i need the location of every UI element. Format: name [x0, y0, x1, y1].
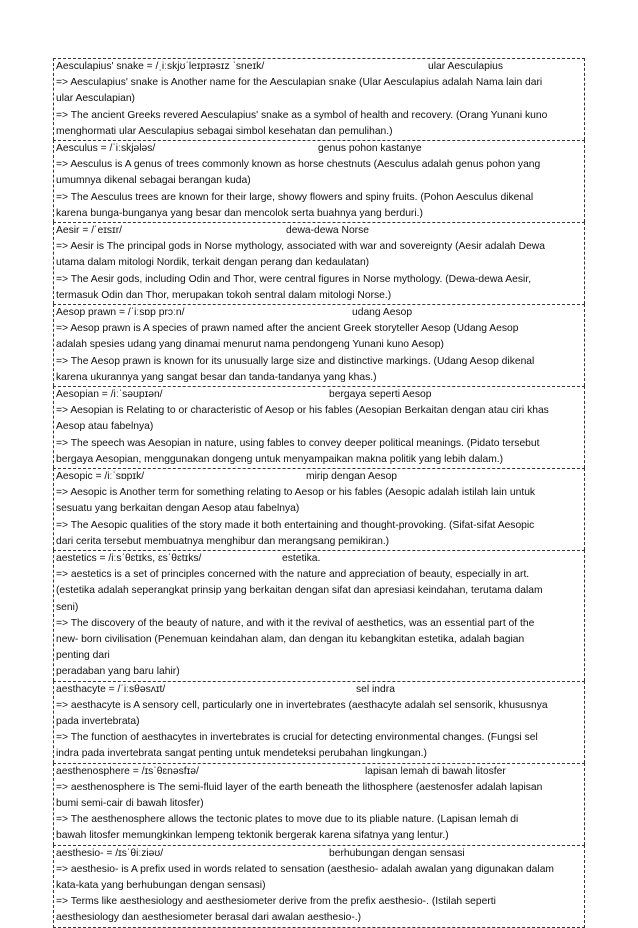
entry-line: => The Aesir gods, including Odin and Thor, were central figures in Norse mythology. (Dewa-dewa Aesir, [56, 273, 532, 285]
entry-translation: dewa-dewa Norse [286, 225, 369, 236]
entry-term: Aesculus = /ˈiːskjələs/ [56, 143, 156, 154]
entry-head [56, 551, 582, 567]
entry-line: => Aesopic is Another term for something relating to Aesop or his fables (Aesopic adalah istilah lain untuk [56, 487, 536, 499]
entry-line: adalah spesies udang yang dinamai menurut nama pendongeng Yunani kuno Aesop) [56, 339, 444, 351]
entry-line: utama dalam mitologi Nordik, terkait dengan perang dan kedaulatan) [56, 257, 370, 269]
entry-line: seni) [56, 601, 79, 613]
entry-translation: udang Aesop [352, 307, 413, 318]
entry-line: new- born civilisation (Penemuan keindahan alam, dan dengan itu kebangkitan estetika, adalah bagian [56, 634, 525, 645]
entry-line: bergaya Aesopian, menggunakan dongeng untuk menyampaikan makna politik yang lebih dalam.) [56, 453, 504, 465]
entry-line: menghormati ular Aesculapius sebagai simbol kesehatan dan pemulihan.) [56, 125, 393, 137]
entry-aestetics [53, 550, 585, 681]
entry-head [56, 469, 582, 485]
entry-line: karena bunga-bunganya yang besar dan mencolok serta buahnya yang berduri.) [56, 207, 423, 219]
entry-aesir [53, 222, 585, 304]
entry-aesthesio [53, 845, 585, 928]
entry-line: => Aesop prawn is A species of prawn named after the ancient Greek storyteller Aesop (Udang Aesop [56, 323, 519, 335]
entry-line: sesuatu yang berkaitan dengan Aesop atau fabelnya) [56, 503, 300, 515]
entry-line: => Aesculus is A genus of trees commonly known as horse chestnuts (Aesculus adalah genus pohon yang [56, 159, 541, 171]
entry-term: aestetics = /iːsˈθɛtɪks, ɛsˈθɛtɪks/ [56, 553, 202, 564]
entry-term: aesthacyte = /ˈiːsθəsʌɪt/ [56, 683, 166, 695]
entry-head [56, 305, 582, 321]
entry-line: bumi semi-cair di bawah litosfer) [56, 798, 204, 809]
entry-line: => Terms like aesthesiology and aesthesiometer derive from the prefix aesthesio-. (Istilah seperti [56, 896, 496, 908]
entry-term: Aesopic = /iːˈsɒpɪk/ [56, 471, 145, 482]
entry-line: => The Aesculus trees are known for their large, showy flowers and spiny fruits. (Pohon Aesculus dikenal [56, 191, 534, 203]
entry-term: Aesop prawn = /ˈiːsɒp prɔːn/ [56, 307, 185, 318]
entry-translation: ular Aesculapius [428, 61, 503, 72]
entry-line: => The ancient Greeks revered Aesculapius' snake as a symbol of health and recovery. (Orang Yunani kuno [56, 109, 548, 121]
entry-line: penting dari [56, 650, 110, 662]
entry-aesthacyte [53, 681, 585, 763]
entry-head [56, 387, 582, 403]
entry-head [56, 141, 582, 157]
entry-head [56, 59, 582, 75]
entry-line: => The discovery of the beauty of nature, and with it the revival of aesthetics, was an essential part of the [56, 617, 535, 629]
entry-term: Aesculapius' snake = /ˌiːskjʊˈleɪpɪəsɪz ˈsneɪk/ [56, 61, 265, 72]
entry-line: bawah litosfer memungkinkan lempeng tektonik bergerak karena sifatnya yang lentur.) [56, 830, 449, 842]
entry-line: aesthesiology dan aesthesiometer berasal dari awalan aesthesio-.) [56, 912, 362, 924]
entry-aesculus [53, 140, 585, 222]
entry-translation: bergaya seperti Aesop [329, 389, 432, 400]
entry-line: => aestetics is a set of principles concerned with the nature and appreciation of beauty, especially in art. [56, 569, 530, 581]
entry-translation: sel indra [356, 683, 395, 695]
entry-aesopic [53, 468, 585, 550]
entry-head [56, 223, 582, 239]
entry-line: => Aesopian is Relating to or characteristic of Aesop or his fables (Aesopian Berkaitan dengan atau ciri khas [56, 405, 549, 417]
entry-aesthenosphere [53, 763, 585, 845]
entry-translation: lapisan lemah di bawah litosfer [365, 765, 506, 777]
entry-line: karena ukurannya yang sangat besar dan tanda-tandanya yang khas.) [56, 371, 377, 383]
glossary-sheet [53, 58, 585, 928]
entry-head [56, 682, 582, 698]
entry-translation: estetika. [282, 553, 321, 564]
entry-line: => The Aesopic qualities of the story made it both entertaining and thought-provoking. (Sifat-sifat Aesopic [56, 519, 535, 531]
entry-line: => The Aesop prawn is known for its unusually large size and distinctive markings. (Udang Aesop dikenal [56, 355, 535, 367]
entry-term: aesthenosphere = /ɪsˈθɛnəsfɪə/ [56, 765, 199, 777]
entry-line: => aesthesio- is A prefix used in words related to sensation (aesthesio- adalah awalan yang digunakan dalam [56, 863, 554, 875]
entry-aesopian [53, 386, 585, 468]
entry-line: ular Aesculapian) [56, 93, 135, 105]
entry-line: Aesop atau fabelnya) [56, 421, 154, 433]
entry-head [56, 846, 582, 862]
entry-line: => The aesthenosphere allows the tectonic plates to move due to its pliable nature. (Lapisan lemah di [56, 814, 519, 826]
entry-line: pada invertebrata) [56, 716, 140, 727]
entry-line: => The function of aesthacytes in invertebrates is crucial for detecting environmental changes. (Fungsi sel [56, 732, 538, 744]
entry-line: umumnya dikenal sebagai berangan kuda) [56, 175, 251, 187]
entry-line: indra pada invertebrata sangat penting untuk mendeteksi perubahan lingkungan.) [56, 748, 427, 760]
entry-head [56, 764, 582, 780]
entry-translation: berhubungan dengan sensasi [329, 847, 465, 859]
entry-term: Aesopian = /iːˈsəʊpɪən/ [56, 389, 163, 400]
entry-translation: genus pohon kastanye [318, 143, 422, 154]
entry-line: (estetika adalah seperangkat prinsip yang berkaitan dengan sifat dan apresiasi keindahan, terutama dalam [56, 585, 543, 597]
entry-line: dari cerita tersebut membuatnya menghibur dan merangsang pemikiran.) [56, 535, 390, 547]
entry-term: Aesir = /ˈeɪsɪr/ [56, 225, 122, 236]
entry-line: => Aesir is The principal gods in Norse mythology, associated with war and sovereignty (Aesir adalah Dewa [56, 241, 545, 253]
entry-line: => The speech was Aesopian in nature, using fables to convey deeper political meanings. (Pidato tersebut [56, 437, 540, 449]
entry-translation: mirip dengan Aesop [306, 471, 398, 482]
entry-line: => aesthenosphere is The semi-fluid layer of the earth beneath the lithosphere (aestenosfer adalah lapisan [56, 781, 543, 793]
entry-aesop-prawn [53, 304, 585, 386]
entry-line: => Aesculapius' snake is Another name for the Aesculapian snake (Ular Aesculapius adalah Nama lain dari [56, 77, 543, 89]
entry-line: => aesthacyte is A sensory cell, particularly one in invertebrates (aesthacyte adalah sel sensorik, khususnya [56, 699, 548, 711]
entry-line: kata-kata yang berhubungan dengan sensasi) [56, 880, 266, 891]
entry-term: aesthesio- = /ɪsˈθiːziəʊ/ [56, 847, 164, 859]
entry-line: peradaban yang baru lahir) [56, 666, 180, 678]
entry-aesculapius-snake [53, 58, 585, 140]
entry-line: termasuk Odin dan Thor, merupakan tokoh sentral dalam mitologi Norse.) [56, 289, 392, 301]
